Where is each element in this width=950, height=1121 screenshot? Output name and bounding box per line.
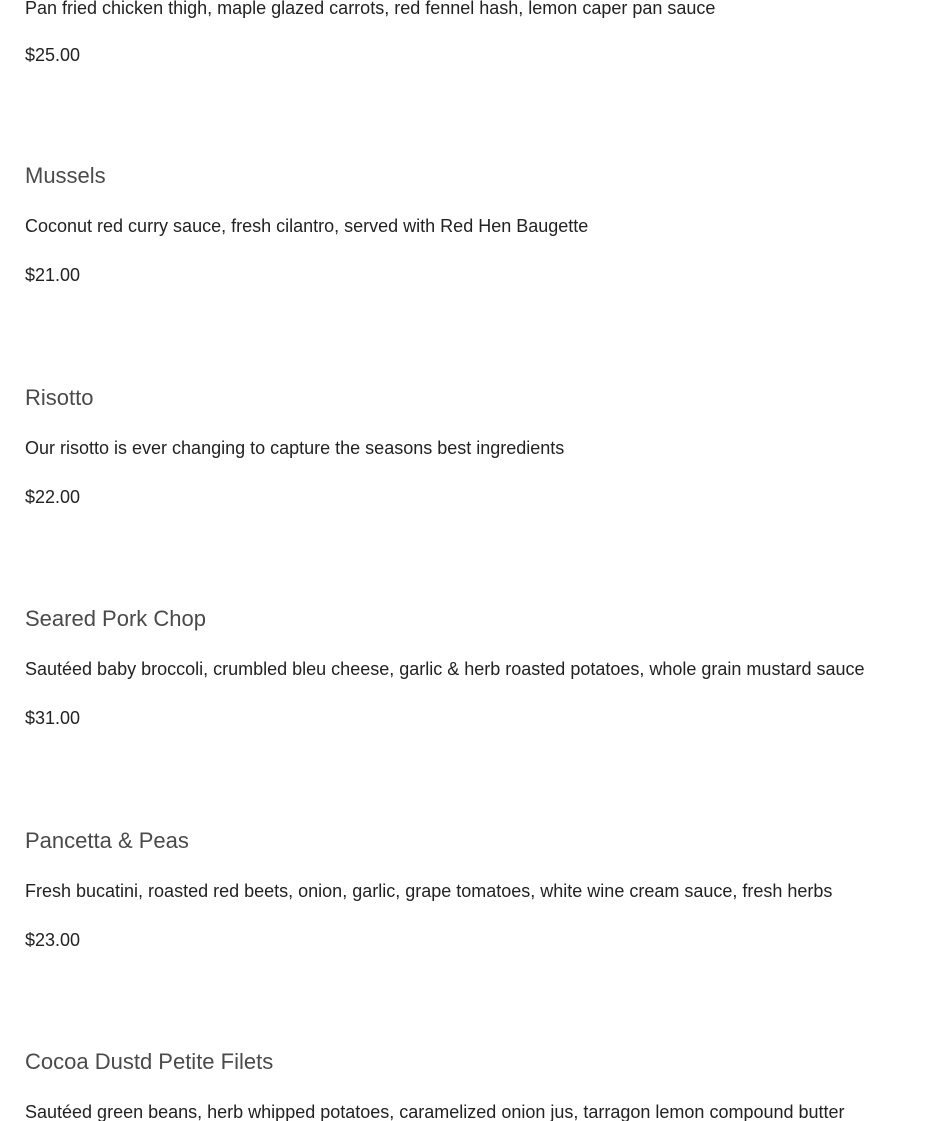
menu-item-title: Seared Pork Chop — [25, 606, 206, 631]
menu-item-price: $22.00 — [25, 487, 81, 507]
menu-item-price: $31.00 — [25, 708, 81, 728]
menu-item-title: Pancetta & Peas — [25, 828, 189, 853]
menu-item-price: $23.00 — [25, 930, 81, 950]
menu-item-description: Pan fried chicken thigh, maple glazed carrots, red fennel hash, lemon caper pan sauce — [25, 0, 716, 18]
menu-item-description: Sautéed baby broccoli, crumbled bleu cheese, garlic & herb roasted potatoes, whole grain mustard sauce — [25, 659, 865, 679]
menu-item-price: $25.00 — [25, 45, 81, 65]
menu-item-description: Sautéed green beans, herb whipped potatoes, caramelized onion jus, tarragon lemon compound butter — [25, 1102, 845, 1121]
menu-item-description: Fresh bucatini, roasted red beets, onion, garlic, grape tomatoes, white wine cream sauce, fresh herbs — [25, 881, 833, 901]
menu-item-description: Our risotto is ever changing to capture the seasons best ingredients — [25, 438, 565, 458]
menu-item-price: $21.00 — [25, 265, 81, 285]
menu-item-title: Mussels — [25, 163, 106, 188]
menu-item-title: Cocoa Dustd Petite Filets — [25, 1049, 274, 1074]
menu-item-title: Risotto — [25, 385, 94, 410]
menu-item-description: Coconut red curry sauce, fresh cilantro, served with Red Hen Baugette — [25, 216, 589, 236]
